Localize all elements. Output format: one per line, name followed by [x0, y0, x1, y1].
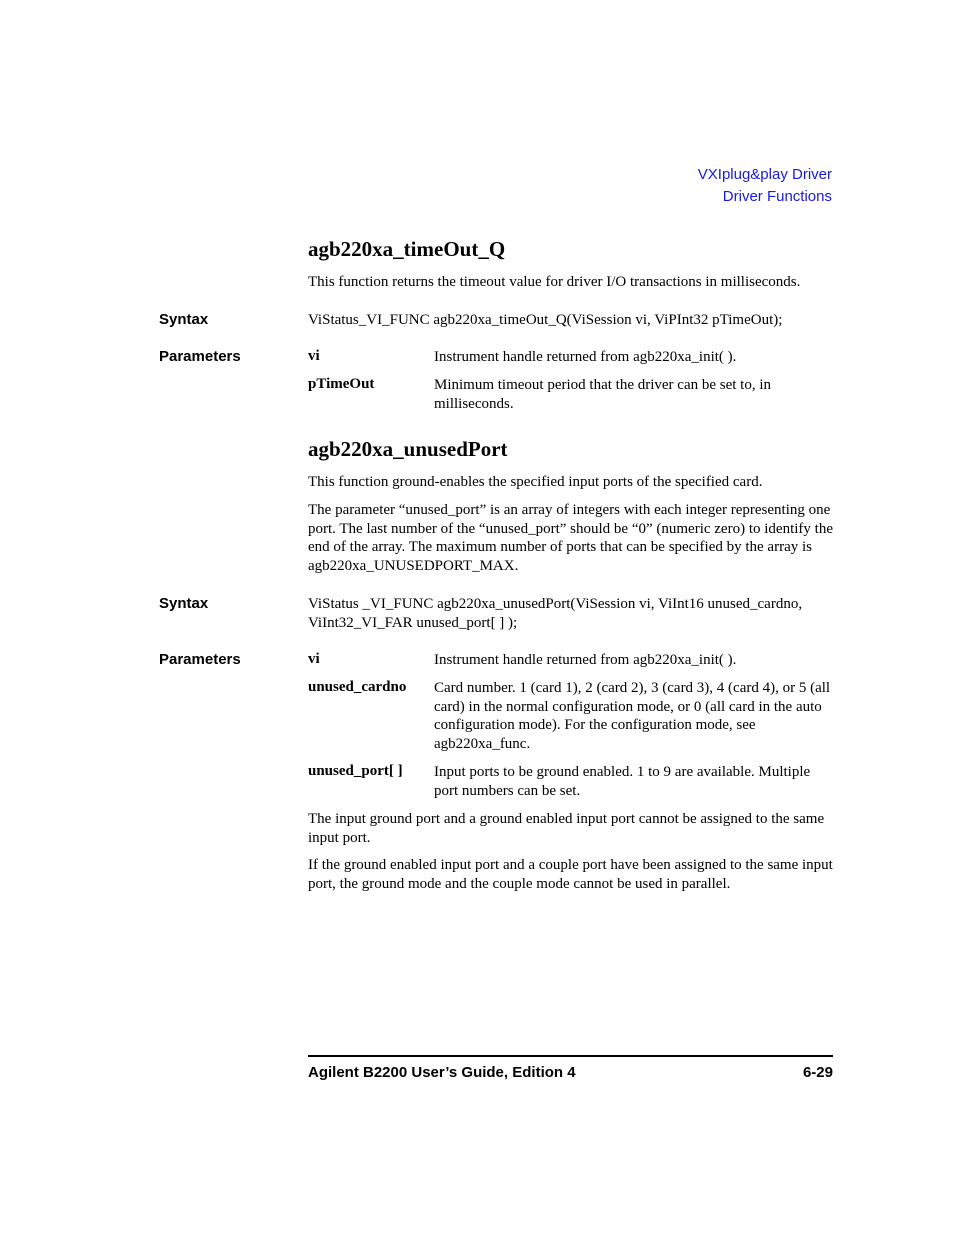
note-paragraph: The input ground port and a ground enabled input port cannot be assigned to the same input port.: [308, 811, 825, 846]
syntax-label: Syntax: [159, 311, 209, 328]
syntax-text: ViStatus_VI_FUNC agb220xa_timeOut_Q(ViSession vi, ViPInt32 pTimeOut);: [308, 312, 783, 328]
note-paragraph: If the ground enabled input port and a couple port have been assigned to the same input port, the ground mode and the couple mode cannot be used in parallel.: [308, 857, 833, 892]
param-name: vi: [308, 348, 320, 364]
header-subsection-link[interactable]: Driver Functions: [722, 188, 832, 205]
param-description: Instrument handle returned from agb220xa_init( ).: [434, 349, 737, 365]
function-description: The parameter “unused_port” is an array of integers with each integer representing one port. The last number of the “unused_port” should be “0” (numeric zero) to identify the end of the array. The maximum number of ports that can be specified by the array is agb220xa_UNUSEDPORT_MAX.: [308, 502, 833, 574]
function-description: This function ground-enables the specified input ports of the specified card.: [308, 474, 763, 490]
footer-title: Agilent B2200 User’s Guide, Edition 4: [308, 1064, 576, 1081]
param-name: unused_cardno: [308, 679, 407, 695]
param-name: vi: [308, 651, 320, 667]
page-number: 6-29: [802, 1064, 833, 1081]
parameters-label: Parameters: [159, 651, 241, 668]
parameters-label: Parameters: [159, 348, 241, 365]
header-section-link[interactable]: VXIplug&play Driver: [697, 166, 832, 183]
footer-divider: [308, 1055, 833, 1057]
param-name: unused_port[ ]: [308, 763, 403, 779]
param-description: Minimum timeout period that the driver can be set to, in milliseconds.: [434, 377, 772, 412]
param-description: Input ports to be ground enabled. 1 to 9 are available. Multiple port numbers can be set.: [434, 764, 811, 799]
syntax-text: ViStatus _VI_FUNC agb220xa_unusedPort(ViSession vi, ViInt16 unused_cardno, ViInt32_VI_FAR unused_port[ ] );: [308, 596, 803, 631]
function-description: This function returns the timeout value for driver I/O transactions in milliseconds.: [308, 274, 801, 290]
param-description: Instrument handle returned from agb220xa_init( ).: [434, 652, 737, 668]
syntax-label: Syntax: [159, 595, 209, 612]
param-description: Card number. 1 (card 1), 2 (card 2), 3 (card 3), 4 (card 4), or 5 (all card) in the normal configuration mode, or 0 (all card in the auto configuration mode). For the configuration mode, see agb220xa_func.: [434, 680, 831, 752]
function-heading-timeout: agb220xa_timeOut_Q: [308, 237, 506, 261]
param-name: pTimeOut: [308, 376, 375, 392]
function-heading-unusedport: agb220xa_unusedPort: [308, 437, 508, 461]
